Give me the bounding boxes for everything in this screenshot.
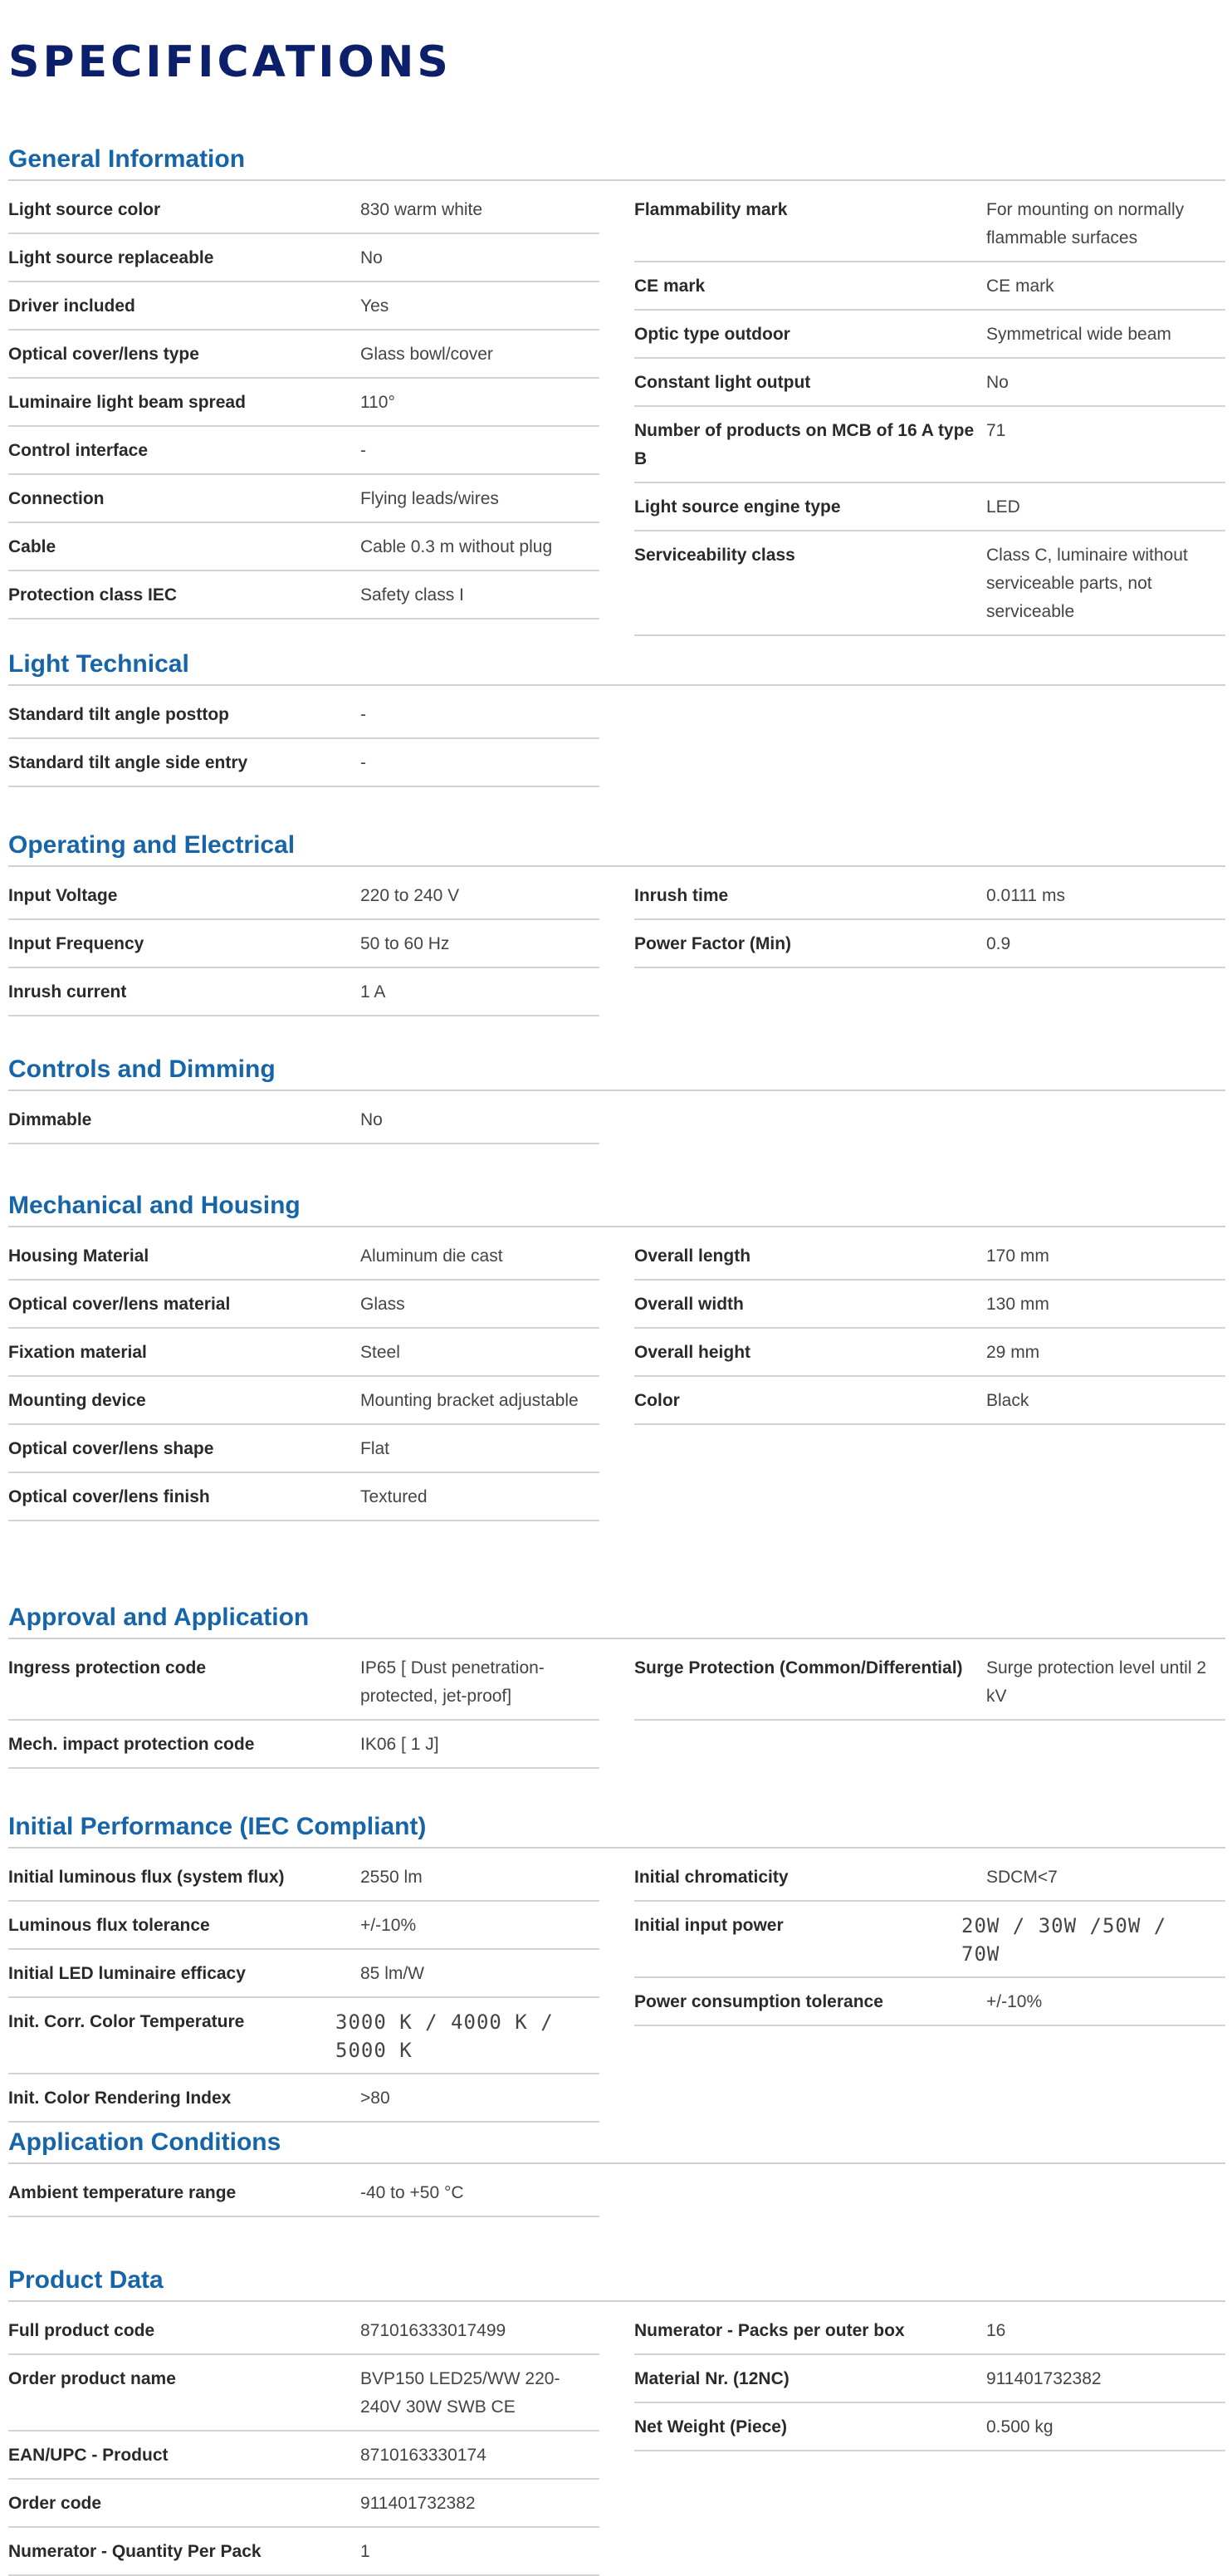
spec-column-right xyxy=(634,1232,1225,1425)
section-heading: Light Technical xyxy=(8,648,1225,686)
spec-value: 50 to 60 Hz xyxy=(360,934,450,953)
spec-row xyxy=(8,1902,599,1950)
spec-label: Optical cover/lens type xyxy=(8,345,199,364)
spec-label: Light source replaceable xyxy=(8,248,214,267)
spec-value: Glass xyxy=(360,1295,405,1314)
spec-value: 170 mm xyxy=(986,1246,1049,1266)
spec-value: 130 mm xyxy=(986,1295,1049,1314)
spec-label: CE mark xyxy=(634,277,706,296)
spec-value: - xyxy=(360,441,366,460)
section-heading: Approval and Application xyxy=(8,1601,1225,1639)
spec-row xyxy=(8,2432,599,2480)
section-initial-performance-iec-compliant xyxy=(8,1810,1225,2108)
spec-row xyxy=(634,1854,1225,1902)
spec-value: +/-10% xyxy=(360,1916,417,1935)
spec-row xyxy=(8,1329,599,1377)
spec-row xyxy=(8,2169,599,2217)
spec-value: 911401732382 xyxy=(360,2494,476,2513)
spec-row xyxy=(8,1377,599,1425)
spec-label: Fixation material xyxy=(8,1343,147,1362)
spec-value: SDCM<7 xyxy=(986,1868,1058,1887)
spec-value: 0.0111 ms xyxy=(986,886,1065,905)
spec-row xyxy=(634,2403,1225,2451)
spec-row xyxy=(8,523,599,571)
spec-row xyxy=(8,331,599,379)
spec-value: 1 xyxy=(360,2542,370,2561)
section-controls-and-dimming xyxy=(8,1053,1225,1129)
spec-value: - xyxy=(360,753,366,772)
spec-value: 3000 K / 4000 K / 5000 K xyxy=(335,2010,554,2062)
spec-row xyxy=(634,531,1225,636)
spec-row xyxy=(8,1232,599,1281)
spec-column-left xyxy=(8,2169,599,2217)
spec-label: Cable xyxy=(8,537,56,556)
section-mechanical-and-housing xyxy=(8,1189,1225,1506)
spec-label: Driver included xyxy=(8,296,135,316)
spec-value: Safety class I xyxy=(360,585,464,605)
spec-value: Textured xyxy=(360,1487,428,1506)
section-heading: Product Data xyxy=(8,2264,1225,2302)
spec-row xyxy=(634,1902,1225,1978)
spec-value: 1 A xyxy=(360,982,386,1002)
section-approval-and-application xyxy=(8,1601,1225,1754)
spec-column-right xyxy=(634,872,1225,968)
section-operating-and-electrical xyxy=(8,829,1225,1002)
spec-value: Aluminum die cast xyxy=(360,1246,503,1266)
spec-row xyxy=(634,2355,1225,2403)
spec-label: Order product name xyxy=(8,2369,176,2388)
section-heading: Initial Performance (IEC Compliant) xyxy=(8,1810,1225,1849)
section-heading: Controls and Dimming xyxy=(8,1053,1225,1091)
spec-value: 110° xyxy=(360,393,395,412)
spec-row xyxy=(8,186,599,234)
spec-column-right xyxy=(634,1644,1225,1721)
spec-value: Surge protection level until 2 kV xyxy=(986,1658,1206,1706)
spec-label: Surge Protection (Common/Differential) xyxy=(634,1658,963,1677)
spec-label: EAN/UPC - Product xyxy=(8,2446,169,2465)
spec-row xyxy=(634,1329,1225,1377)
page-title: SPECIFICATIONS xyxy=(8,37,452,87)
spec-label: Initial luminous flux (system flux) xyxy=(8,1868,285,1887)
spec-label: Ingress protection code xyxy=(8,1658,207,1677)
spec-label: Optic type outdoor xyxy=(634,325,790,344)
spec-value: Yes xyxy=(360,296,389,316)
spec-value: +/-10% xyxy=(986,1992,1043,2011)
spec-value: 871016333017499 xyxy=(360,2321,506,2340)
spec-value: Class C, luminaire without serviceable parts, not serviceable xyxy=(986,546,1188,621)
spec-row xyxy=(8,920,599,968)
spec-row xyxy=(8,968,599,1016)
section-heading: General Information xyxy=(8,143,1225,181)
spec-label: Overall length xyxy=(634,1246,751,1266)
spec-row xyxy=(8,1473,599,1521)
spec-value: No xyxy=(360,248,383,267)
spec-column-right xyxy=(634,2307,1225,2451)
spec-column-left xyxy=(8,691,599,787)
spec-value: No xyxy=(986,373,1009,392)
spec-label: Numerator - Packs per outer box xyxy=(634,2321,905,2340)
spec-value: IK06 [ 1 J] xyxy=(360,1735,439,1754)
spec-label: Initial input power xyxy=(634,1916,784,1935)
spec-row xyxy=(634,1377,1225,1425)
spec-row xyxy=(8,1998,599,2074)
spec-label: Serviceability class xyxy=(634,546,795,565)
spec-column-left xyxy=(8,872,599,1016)
spec-column-left xyxy=(8,2307,599,2576)
spec-label: Optical cover/lens finish xyxy=(8,1487,210,1506)
spec-label: Order code xyxy=(8,2494,102,2513)
spec-label: Number of products on MCB of 16 A type B xyxy=(634,421,975,468)
section-heading: Mechanical and Housing xyxy=(8,1189,1225,1227)
spec-value: Black xyxy=(986,1391,1029,1410)
spec-row xyxy=(8,379,599,427)
spec-row xyxy=(8,1644,599,1721)
spec-label: Flammability mark xyxy=(634,200,788,219)
section-application-conditions xyxy=(8,2126,1225,2202)
spec-row xyxy=(8,571,599,620)
spec-label: Optical cover/lens material xyxy=(8,1295,231,1314)
spec-value: 20W / 30W /50W / 70W xyxy=(961,1914,1167,1966)
spec-value: -40 to +50 °C xyxy=(360,2183,464,2202)
spec-label: Power consumption tolerance xyxy=(634,1992,883,2011)
spec-row xyxy=(634,311,1225,359)
spec-row xyxy=(8,234,599,282)
spec-row xyxy=(634,1644,1225,1721)
spec-column-left xyxy=(8,1644,599,1769)
spec-row xyxy=(634,872,1225,920)
spec-value: 85 lm/W xyxy=(360,1964,425,1983)
spec-value: Mounting bracket adjustable xyxy=(360,1391,579,1410)
spec-value: Cable 0.3 m without plug xyxy=(360,537,553,556)
spec-row xyxy=(634,1281,1225,1329)
spec-label: Overall height xyxy=(634,1343,751,1362)
spec-value: Steel xyxy=(360,1343,400,1362)
spec-label: Input Frequency xyxy=(8,934,144,953)
spec-value: 830 warm white xyxy=(360,200,483,219)
spec-label: Constant light output xyxy=(634,373,811,392)
spec-label: Protection class IEC xyxy=(8,585,178,605)
spec-row xyxy=(8,691,599,739)
spec-row xyxy=(8,1950,599,1998)
spec-value: No xyxy=(360,1110,383,1129)
spec-row xyxy=(8,282,599,331)
spec-label: Color xyxy=(634,1391,680,1410)
spec-row xyxy=(634,1978,1225,2026)
spec-label: Net Weight (Piece) xyxy=(634,2417,787,2436)
spec-value: 71 xyxy=(986,421,1006,440)
spec-label: Mech. impact protection code xyxy=(8,1735,255,1754)
spec-row xyxy=(634,483,1225,531)
spec-row xyxy=(634,186,1225,262)
spec-value: - xyxy=(360,705,366,724)
spec-label: Initial chromaticity xyxy=(634,1868,789,1887)
spec-value: 0.9 xyxy=(986,934,1011,953)
spec-label: Housing Material xyxy=(8,1246,149,1266)
spec-label: Overall width xyxy=(634,1295,744,1314)
spec-label: Mounting device xyxy=(8,1391,146,1410)
spec-row xyxy=(8,1425,599,1473)
spec-value: 0.500 kg xyxy=(986,2417,1054,2436)
spec-column-left xyxy=(8,1096,599,1144)
spec-column-right xyxy=(634,186,1225,636)
spec-value: Symmetrical wide beam xyxy=(986,325,1171,344)
spec-column-right xyxy=(634,1854,1225,2026)
section-product-data xyxy=(8,2264,1225,2561)
spec-value: Flying leads/wires xyxy=(360,489,499,508)
spec-label: Initial LED luminaire efficacy xyxy=(8,1964,246,1983)
spec-label: Luminous flux tolerance xyxy=(8,1916,210,1935)
spec-value: 220 to 240 V xyxy=(360,886,460,905)
spec-value: 8710163330174 xyxy=(360,2446,486,2465)
spec-row xyxy=(634,2307,1225,2355)
spec-label: Light source engine type xyxy=(634,497,841,517)
spec-value: 2550 lm xyxy=(360,1868,423,1887)
spec-row xyxy=(8,1854,599,1902)
section-light-technical xyxy=(8,648,1225,772)
spec-row xyxy=(634,359,1225,407)
spec-row xyxy=(8,427,599,475)
spec-row xyxy=(8,2355,599,2432)
spec-row xyxy=(634,1232,1225,1281)
spec-label: Init. Color Rendering Index xyxy=(8,2089,232,2108)
spec-label: Control interface xyxy=(8,441,149,460)
spec-row xyxy=(634,407,1225,483)
spec-column-left xyxy=(8,1232,599,1521)
spec-label: Ambient temperature range xyxy=(8,2183,237,2202)
spec-value: Flat xyxy=(360,1439,390,1458)
spec-label: Init. Corr. Color Temperature xyxy=(8,2012,245,2031)
spec-label: Optical cover/lens shape xyxy=(8,1439,214,1458)
spec-value: Glass bowl/cover xyxy=(360,345,493,364)
spec-label: Luminaire light beam spread xyxy=(8,393,246,412)
spec-row xyxy=(8,872,599,920)
spec-label: Connection xyxy=(8,489,105,508)
spec-value: 911401732382 xyxy=(986,2369,1102,2388)
spec-row xyxy=(8,1721,599,1769)
section-general-information xyxy=(8,143,1225,621)
spec-row xyxy=(8,1281,599,1329)
section-heading: Operating and Electrical xyxy=(8,829,1225,867)
spec-column-left xyxy=(8,186,599,620)
spec-row xyxy=(8,2480,599,2528)
spec-label: Numerator - Quantity Per Pack xyxy=(8,2542,262,2561)
spec-value: 29 mm xyxy=(986,1343,1040,1362)
spec-row xyxy=(634,262,1225,311)
spec-label: Power Factor (Min) xyxy=(634,934,792,953)
spec-value: BVP150 LED25/WW 220-240V 30W SWB CE xyxy=(360,2369,560,2417)
spec-label: Dimmable xyxy=(8,1110,92,1129)
spec-row xyxy=(8,2074,599,2123)
spec-label: Inrush current xyxy=(8,982,127,1002)
spec-label: Standard tilt angle posttop xyxy=(8,705,229,724)
spec-value: IP65 [ Dust penetration-protected, jet-proof] xyxy=(360,1658,545,1706)
spec-row xyxy=(8,739,599,787)
spec-label: Inrush time xyxy=(634,886,729,905)
spec-row xyxy=(8,1096,599,1144)
spec-label: Standard tilt angle side entry xyxy=(8,753,248,772)
spec-row xyxy=(8,2528,599,2576)
spec-value: LED xyxy=(986,497,1020,517)
spec-row xyxy=(8,2307,599,2355)
spec-label: Material Nr. (12NC) xyxy=(634,2369,790,2388)
spec-label: Light source color xyxy=(8,200,161,219)
spec-row xyxy=(8,475,599,523)
spec-value: 16 xyxy=(986,2321,1006,2340)
spec-value: CE mark xyxy=(986,277,1054,296)
spec-value: For mounting on normally flammable surfaces xyxy=(986,200,1185,247)
spec-label: Full product code xyxy=(8,2321,155,2340)
spec-label: Input Voltage xyxy=(8,886,118,905)
spec-column-left xyxy=(8,1854,599,2123)
spec-value: >80 xyxy=(360,2089,390,2108)
section-heading: Application Conditions xyxy=(8,2126,1225,2164)
spec-row xyxy=(634,920,1225,968)
